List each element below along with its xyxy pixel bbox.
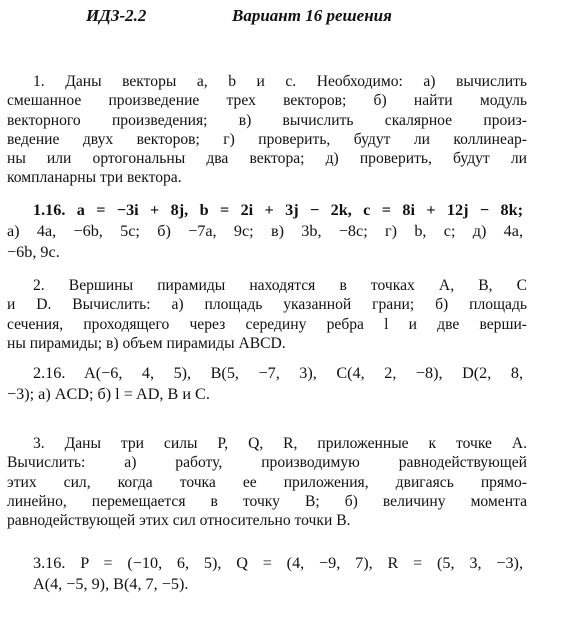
answer-3-line: A(4, −5, 9), B(4, 7, −5). <box>33 575 189 593</box>
task-2-statement <box>7 276 527 353</box>
task-1-statement <box>7 72 527 188</box>
document-header <box>86 6 526 32</box>
task-2-line: 2. Вершины пирамиды находятся в точках A, B, C <box>33 277 527 294</box>
task-2-line: сечения, проходящего через середину ребра l и две верши- <box>7 315 527 333</box>
task-2-line: и D. Вычислить: а) площадь указанной грани; б) площадь <box>7 296 527 314</box>
answer-2-16 <box>7 363 523 405</box>
task-2-line: ны пирамиды; в) объем пирамиды ABCD. <box>7 334 286 352</box>
task-3-line: Вычислить: а) работу, производимую равнодействующей <box>7 454 527 472</box>
answer-2-line: −3); а) ACD; б) l = AD, B и C. <box>7 385 210 403</box>
task-3-line: этих сил, когда точка ее приложения, двигаясь прямо- <box>7 473 527 491</box>
answer-2-line: 2.16. A(−6, 4, 5), B(5, −7, 3), C(4, 2, −8), D(2, 8, <box>33 364 523 382</box>
task-1-line: 1. Даны векторы a, b и c. Необходимо: а) вычислить <box>33 73 527 90</box>
answer-1-line: −6b, 9c. <box>7 243 60 261</box>
variant-title: Вариант 16 решения <box>232 6 392 25</box>
task-1-line: векторного произведения; в) вычислить скалярное произ- <box>7 111 527 129</box>
assignment-code: ИДЗ-2.2 <box>86 6 147 25</box>
task-1-line: компланарны три вектора. <box>7 169 182 187</box>
answer-1-16 <box>7 200 523 263</box>
task-3-line: линейно, перемещается в точку B; б) величину момента <box>7 492 527 510</box>
task-3-line: 3. Даны три силы P, Q, R, приложенные к точке A. <box>33 435 527 452</box>
answer-3-line: 3.16. P = (−10, 6, 5), Q = (4, −9, 7), R = (5, 3, −3), <box>33 554 523 572</box>
task-3-statement <box>7 434 527 530</box>
task-3-line: равнодействующей этих сил относительно точки B. <box>7 512 351 530</box>
answer-3-16 <box>7 553 523 595</box>
answer-1-line: 1.16. a = −3i + 8j, b = 2i + 3j − 2k, c = 8i + 12j − 8k; <box>33 201 523 219</box>
task-1-line: смешанное произведение трех векторов; б) найти модуль <box>7 92 527 110</box>
answer-1-line: а) 4a, −6b, 5c; б) −7a, 9c; в) 3b, −8c; г) b, c; д) 4a, <box>7 222 523 240</box>
task-1-line: ведение двух векторов; г) проверить, будут ли коллинеар- <box>7 130 527 148</box>
task-1-line: ны или ортогональны два вектора; д) проверить, будут ли <box>7 150 527 168</box>
